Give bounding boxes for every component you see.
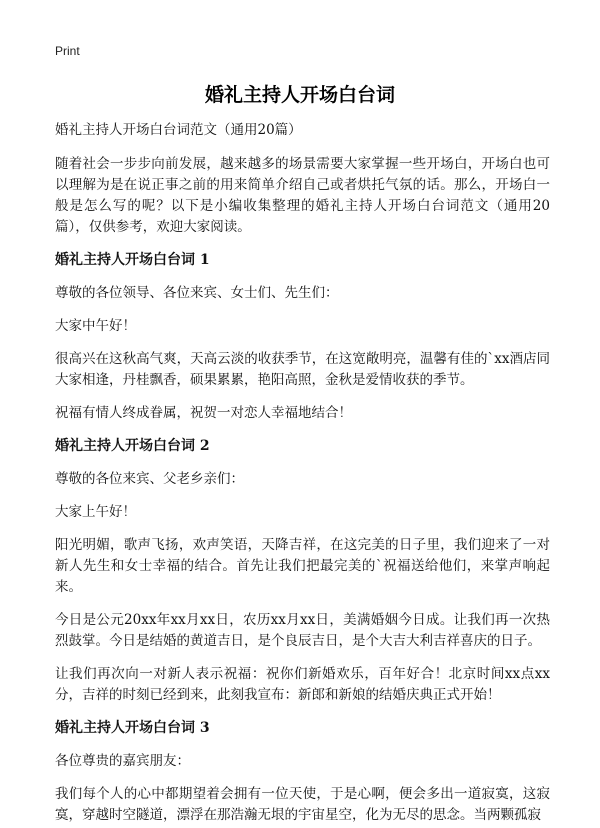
paragraph: 尊敬的各位来宾、父老乡亲们： [55, 471, 244, 487]
paragraph: 我们每个人的心中都期望着会拥有一位天使，于是心啊，便会多出一道寂寞，这寂寞，穿越时空隧道，漂浮在那浩瀚无垠的宇宙星空，化为无尽的思念。当两颗孤寂 [55, 786, 550, 823]
paragraph: 祝福有情人终成眷属，祝贺一对恋人幸福地结合！ [55, 405, 352, 421]
section-1 [55, 250, 550, 424]
document-subtitle: 婚礼主持人开场白台词范文（通用20篇） [55, 122, 302, 138]
section-2 [55, 436, 550, 706]
paragraph: 很高兴在这秋高气爽，天高云淡的收获季节，在这宽敞明亮，温馨有佳的`xx酒店同大家相逢，丹桂飘香，硕果累累，艳阳高照，金秋是爱情收获的季节。 [55, 351, 550, 388]
section-3 [55, 718, 550, 826]
section-heading: 婚礼主持人开场白台词 2 [55, 438, 210, 454]
document-title: 婚礼主持人开场白台词 [204, 84, 395, 106]
paragraph: 各位尊贵的嘉宾朋友： [55, 753, 190, 769]
paragraph: 大家中午好！ [55, 318, 136, 334]
intro-paragraph: 随着社会一步步向前发展，越来越多的场景需要大家掌握一些开场白，开场白也可以理解为是在说正事之前的用来简单介绍自己或者烘托气氛的话。那么，开场白一般是怎么写的呢？以下是小编收集整理的婚礼主持人开场白台词范文（通用20篇），仅供参考，欢迎大家阅读。 [55, 156, 550, 235]
paragraph: 尊敬的各位领导、各位来宾、女士们、先生们： [55, 285, 339, 301]
document-body [55, 120, 550, 828]
paragraph: 阳光明媚，歌声飞扬，欢声笑语，天降吉祥，在这完美的日子里，我们迎来了一对新人先生和女士幸福的结合。首先让我们把最完美的`祝福送给他们，来掌声响起来。 [55, 537, 550, 595]
paragraph: 大家上午好！ [55, 504, 136, 520]
section-heading: 婚礼主持人开场白台词 3 [55, 720, 210, 736]
paragraph: 让我们再次向一对新人表示祝福：祝你们新婚欢乐，百年好合！北京时间xx点xx分，吉祥的时刻已经到来，此刻我宣布：新郎和新娘的结婚庆典正式开始！ [55, 666, 550, 703]
print-link[interactable]: Print [55, 44, 80, 58]
section-heading: 婚礼主持人开场白台词 1 [55, 252, 210, 268]
paragraph: 今日是公元20xx年xx月xx日，农历xx月xx日，美满婚姻今日成。让我们再一次热烈鼓掌。今日是结婚的黄道吉日，是个良辰吉日，是个大吉大利吉祥喜庆的日子。 [55, 612, 550, 649]
